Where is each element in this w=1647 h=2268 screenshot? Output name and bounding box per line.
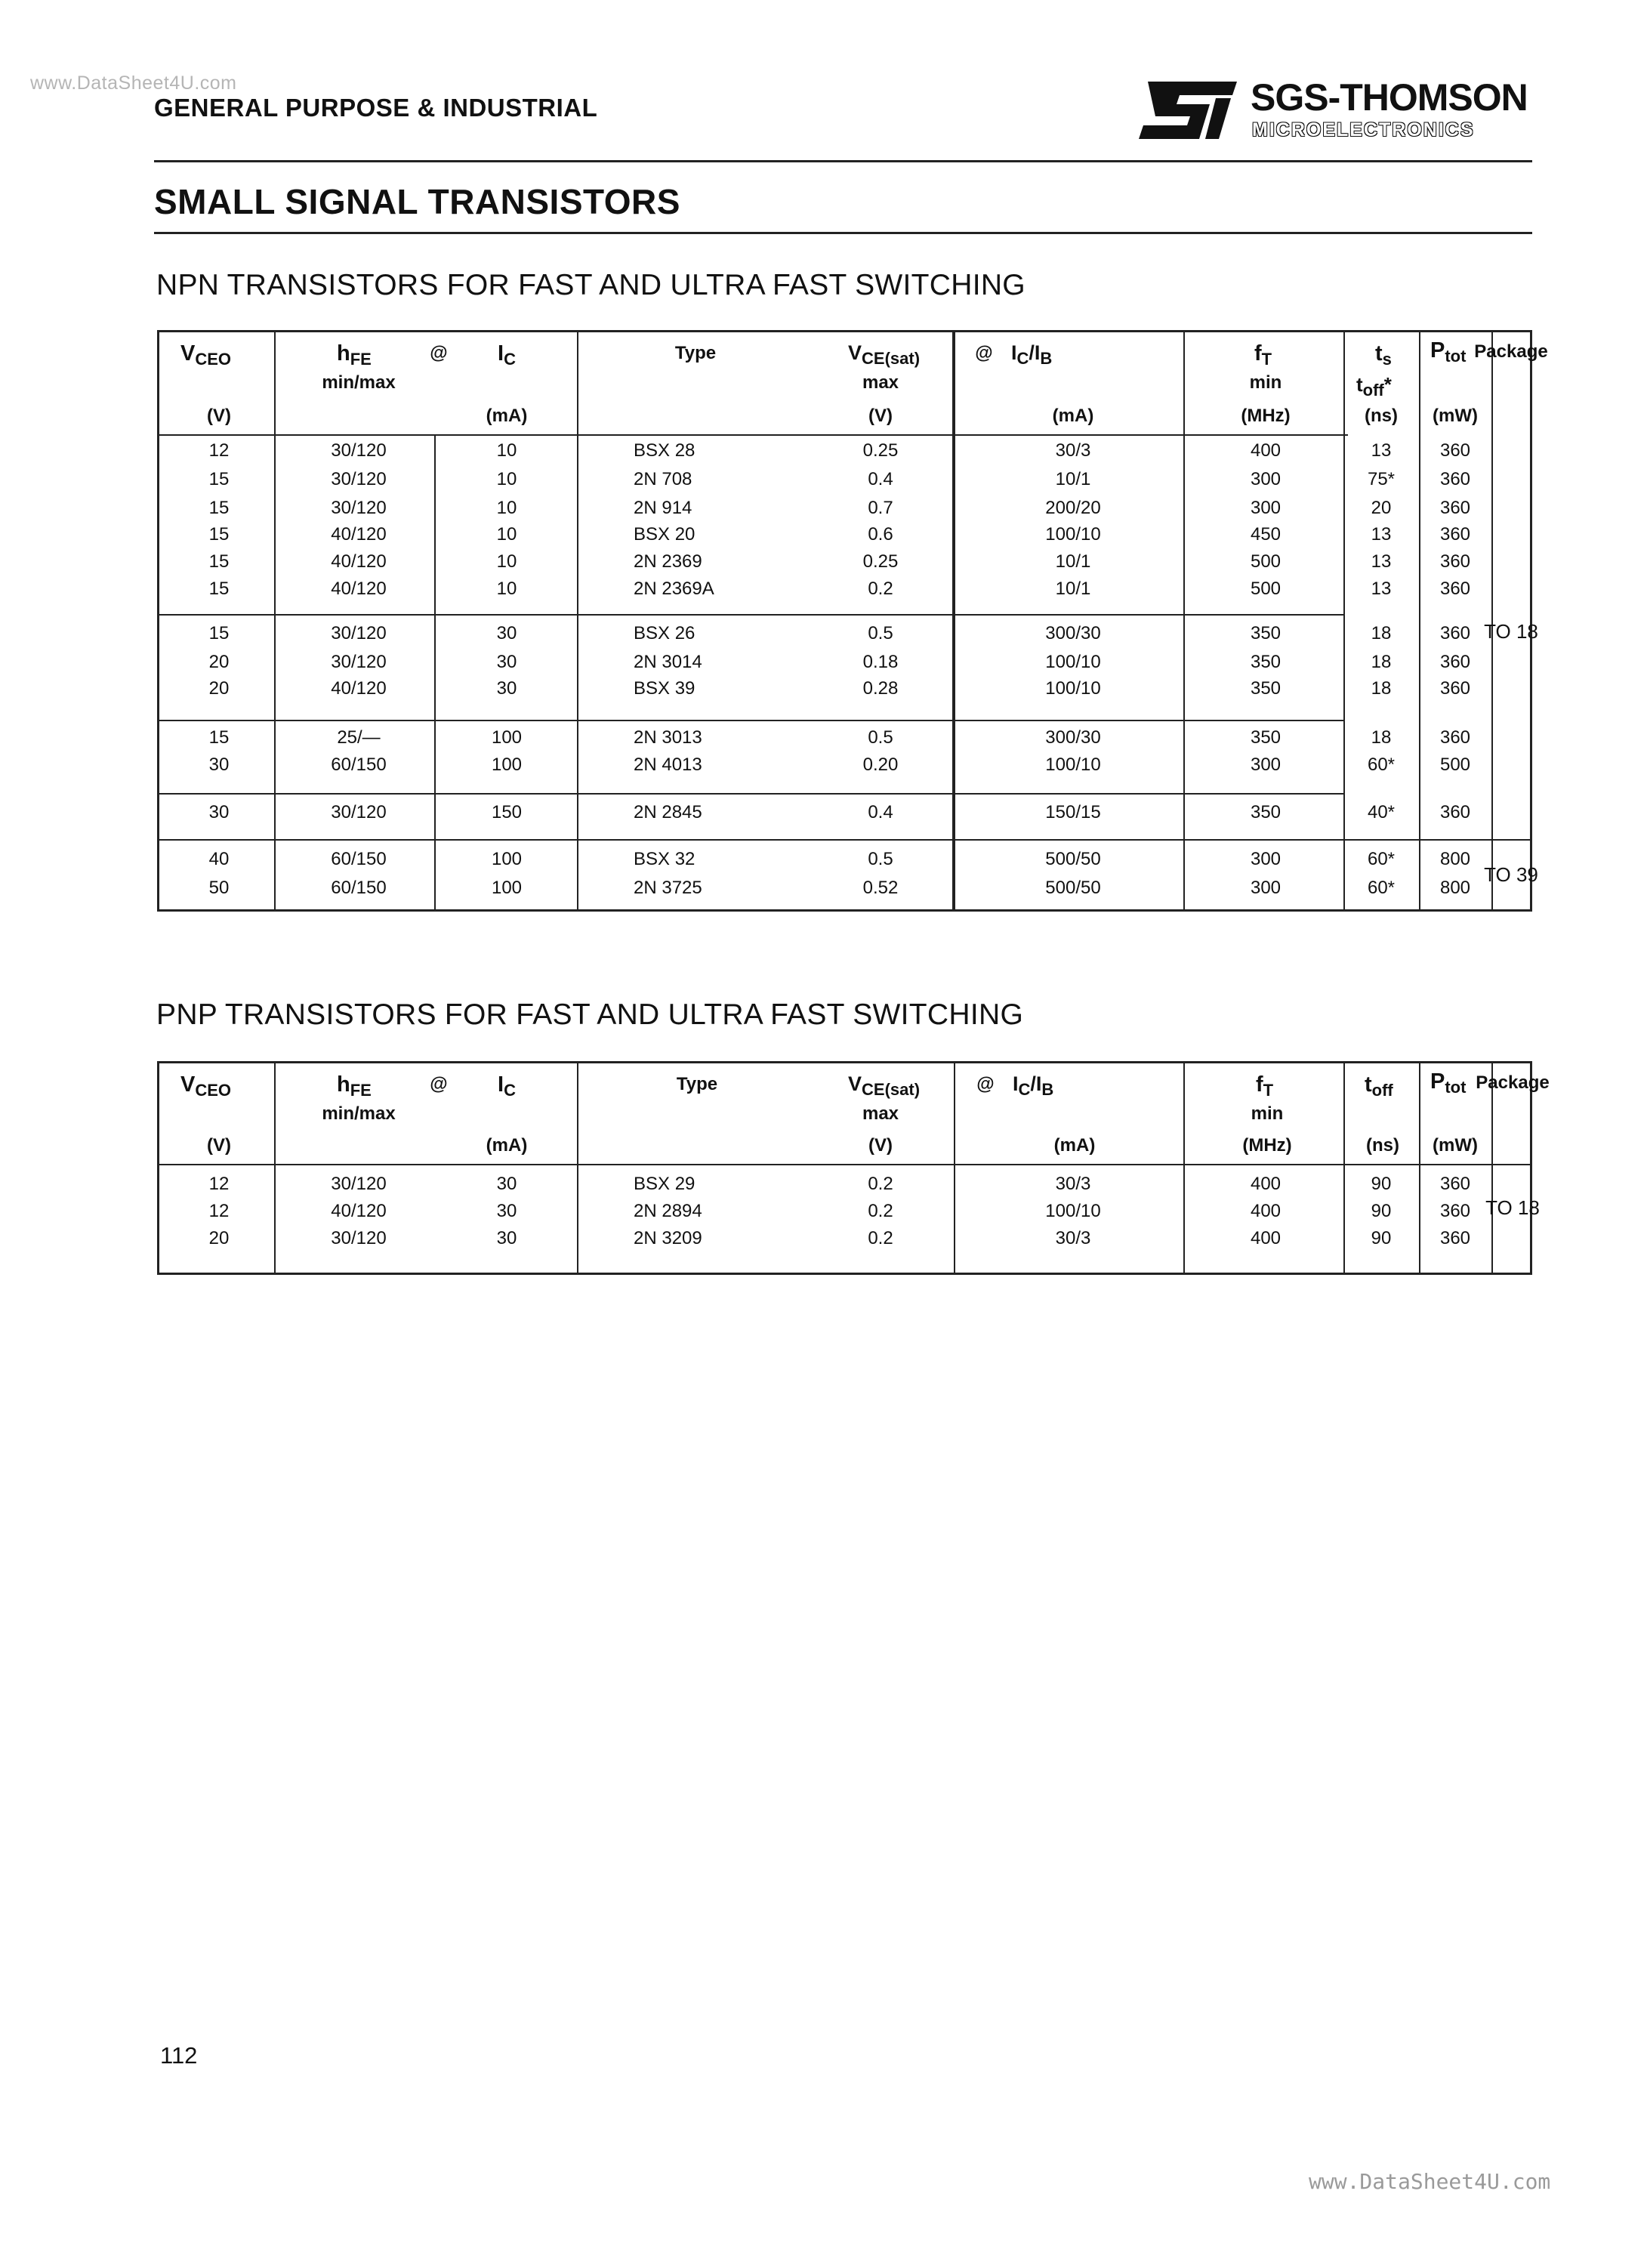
table-cell: 360 [1439,1174,1471,1194]
table-cell: 60* [1367,754,1396,775]
table-cell: 2N 2369A [634,579,714,599]
table-cell: 20 [208,678,230,699]
col-divider [577,1063,578,1273]
table-cell: 75* [1367,469,1396,489]
table-cell: 100/10 [1045,754,1101,775]
header-toff-unit: (ns) [1366,1135,1399,1156]
table-cell: 300/30 [1045,727,1101,748]
header-icib: $I_C/I_B$ [1013,1072,1054,1099]
package-to18: TO 18 [1484,620,1538,643]
table-cell: 15 [208,498,230,518]
table-cell: 350 [1250,678,1282,699]
table-cell: 10 [496,469,517,489]
table-cell: 30/120 [331,652,387,672]
header-toff: $t_{off}$ [1365,1072,1393,1100]
header-ts: $t_s$ [1375,341,1392,369]
table-cell: 360 [1439,802,1471,822]
table-cell: 300 [1250,498,1282,518]
col-divider [274,332,276,909]
table-cell: 2N 708 [634,469,692,489]
col-divider [1183,332,1185,909]
table-cell: 15 [208,579,230,599]
col-divider [274,1063,276,1273]
table-cell: BSX 39 [634,678,696,699]
table-cell: 100/10 [1045,652,1101,672]
table-cell: 2N 4013 [634,754,702,775]
table-cell: 100/10 [1045,678,1101,699]
table-cell: 13 [1371,551,1392,572]
table-cell: 50 [208,878,230,898]
table-cell: 100 [491,754,523,775]
table-cell: 30/3 [1055,1228,1091,1248]
table-cell: 30 [496,652,517,672]
table-cell: 450 [1250,524,1282,545]
table-cell: 40/120 [331,579,387,599]
table-cell: 300/30 [1045,623,1101,643]
table-cell: 0.2 [868,1201,893,1221]
page-title: SMALL SIGNAL TRANSISTORS [154,182,680,221]
brand-name: SGS-THOMSON [1251,76,1528,119]
brand-logo [1137,74,1530,147]
header-ptot: $P_{tot}$ [1430,338,1467,366]
table-cell: 0.28 [862,678,899,699]
table-cell: 0.4 [868,469,893,489]
page-number: 112 [160,2042,198,2069]
table-cell: 400 [1250,1174,1282,1194]
table-cell: 800 [1439,878,1471,898]
header-ft-min: min [1251,1103,1284,1124]
col-divider [1491,1063,1493,1273]
table-cell: 300 [1250,849,1282,869]
top-rule [154,160,1532,162]
table-cell: 0.5 [868,623,893,643]
table-cell: 20 [208,652,230,672]
table-cell: 20 [1371,498,1392,518]
header-vceo: $V_{CEO}$ [180,341,232,369]
table-cell: 30/120 [331,440,387,461]
table-cell: 150 [491,802,523,822]
table-cell: 60/150 [331,878,387,898]
header-ft: $f_T$ [1256,1072,1274,1100]
table-cell: 360 [1439,498,1471,518]
table-cell: 300 [1250,469,1282,489]
table-cell: 15 [208,727,230,748]
table-cell: 350 [1250,802,1282,822]
table-cell: 360 [1439,652,1471,672]
table-cell: 360 [1439,1201,1471,1221]
table-cell: 0.25 [862,440,899,461]
header-rule [159,434,1348,436]
header-hfe-minmax: min/max [322,1103,396,1124]
header-ptot: $P_{tot}$ [1430,1069,1467,1097]
table-cell: 10/1 [1055,469,1091,489]
table-cell: 30/3 [1055,1174,1091,1194]
group-rule [159,720,1343,721]
table-cell: 13 [1371,579,1392,599]
table-cell: 360 [1439,623,1471,643]
table-cell: 15 [208,551,230,572]
table-cell: 300 [1250,878,1282,898]
table-cell: 400 [1250,1228,1282,1248]
header-vcesat-unit: (V) [868,1135,893,1156]
header-at: @ [430,343,448,363]
table-cell: 10/1 [1055,551,1091,572]
table-cell: 30/120 [331,469,387,489]
table-cell: BSX 26 [634,623,696,643]
header-ptot-unit: (mW) [1433,406,1478,426]
table-cell: 10 [496,498,517,518]
header-type: Type [674,343,717,363]
table-cell: 350 [1250,727,1282,748]
header-ft: $f_T$ [1254,341,1272,369]
table-cell: 40/120 [331,524,387,545]
header-package: Package [1476,1072,1550,1093]
header-ic-unit: (mA) [486,406,528,426]
table-cell: 0.5 [868,849,893,869]
table-cell: 15 [208,524,230,545]
table-cell: 300 [1250,754,1282,775]
table-cell: 0.5 [868,727,893,748]
table-cell: 40/120 [331,1201,387,1221]
table-cell: 2N 914 [634,498,692,518]
table-cell: 12 [208,440,230,461]
header-ft-unit: (MHz) [1242,1135,1292,1156]
st-logo-icon [1137,79,1240,142]
table-cell: 30 [496,623,517,643]
header-hfe-minmax: min/max [322,372,396,393]
table-cell: 40* [1367,802,1396,822]
table-cell: 2N 3013 [634,727,702,748]
table-cell: 0.4 [868,802,893,822]
header-ts-unit: (ns) [1365,406,1398,426]
table-cell: 400 [1250,440,1282,461]
table-cell: 90 [1371,1201,1392,1221]
header-vcesat-unit: (V) [868,406,893,426]
table-cell: 200/20 [1045,498,1101,518]
table-cell: 12 [208,1174,230,1194]
header-at: @ [430,1074,448,1094]
header-vceo-unit: (V) [207,1135,231,1156]
pnp-heading: PNP TRANSISTORS FOR FAST AND ULTRA FAST SWITCHING [156,998,1024,1031]
table-cell: 0.2 [868,579,893,599]
table-cell: 500 [1439,754,1471,775]
table-cell: 10/1 [1055,579,1091,599]
table-cell: 30 [496,1174,517,1194]
table-cell: 0.20 [862,754,899,775]
table-cell: 30 [208,802,230,822]
table-cell: 30/120 [331,623,387,643]
table-cell: 15 [208,623,230,643]
header-rule-gap [1348,434,1532,436]
section-label: GENERAL PURPOSE & INDUSTRIAL [154,94,598,122]
table-cell: 10 [496,579,517,599]
col-divider [1343,1063,1345,1273]
table-cell: 360 [1439,524,1471,545]
table-cell: 100 [491,727,523,748]
table-cell: 0.6 [868,524,893,545]
table-cell: 0.2 [868,1174,893,1194]
table-cell: 40/120 [331,551,387,572]
header-at-2: @ [975,343,993,363]
table-cell: 0.7 [868,498,893,518]
table-cell: 30/120 [331,1174,387,1194]
table-cell: 60* [1367,878,1396,898]
table-cell: 100 [491,878,523,898]
col-divider [1343,332,1345,909]
header-ic-unit: (mA) [486,1135,528,1156]
table-cell: 40 [208,849,230,869]
brand-subtitle: MICROELECTRONICS [1252,119,1475,140]
header-hfe: $h_{FE}$ [337,1072,372,1100]
table-cell: BSX 32 [634,849,696,869]
table-cell: 30/3 [1055,440,1091,461]
table-cell: 13 [1371,524,1392,545]
table-cell: 800 [1439,849,1471,869]
header-ic: $I_C$ [498,341,516,369]
table-cell: 30/120 [331,498,387,518]
header-icib-unit: (mA) [1052,406,1094,426]
header-toff: $t_{off}*$ [1356,373,1392,400]
table-cell: 360 [1439,551,1471,572]
col-divider [1419,332,1420,909]
table-cell: 30/120 [331,802,387,822]
header-at-2: @ [976,1074,995,1094]
header-icib: $I_C/I_B$ [1011,341,1053,368]
title-rule [154,232,1532,234]
watermark-top[interactable]: www.DataSheet4U.com [30,73,237,94]
table-cell: 360 [1439,440,1471,461]
table-cell: 500 [1250,551,1282,572]
table-cell: 30 [208,754,230,775]
table-cell: 18 [1371,727,1392,748]
table-cell: 13 [1371,440,1392,461]
npn-table [157,330,1548,912]
table-cell: 12 [208,1201,230,1221]
table-cell: 360 [1439,579,1471,599]
table-cell: 360 [1439,1228,1471,1248]
table-cell: 500 [1250,579,1282,599]
table-cell: 0.25 [862,551,899,572]
table-cell: 25/— [337,727,381,748]
table-cell: 18 [1371,652,1392,672]
table-cell: 20 [208,1228,230,1248]
table-cell: 400 [1250,1201,1282,1221]
table-cell: 10 [496,551,517,572]
table-cell: 2N 3209 [634,1228,702,1248]
table-cell: 60* [1367,849,1396,869]
table-cell: 100/10 [1045,1201,1101,1221]
header-type: Type [676,1074,718,1094]
header-ptot-unit: (mW) [1433,1135,1478,1156]
table-cell: 360 [1439,727,1471,748]
pnp-table [157,1061,1550,1275]
col-divider [954,1063,955,1273]
col-divider [954,332,955,909]
table-cell: 360 [1439,469,1471,489]
table-cell: BSX 29 [634,1174,696,1194]
header-vcesat-max: max [862,372,899,393]
table-cell: 500/50 [1045,878,1101,898]
group-rule [159,793,1343,795]
table-cell: 2N 2845 [634,802,702,822]
header-vceo: $V_{CEO}$ [180,1072,232,1100]
table-cell: 10 [496,524,517,545]
table-cell: 2N 2369 [634,551,702,572]
table-cell: 10 [496,440,517,461]
table-cell: 100/10 [1045,524,1101,545]
table-cell: 15 [208,469,230,489]
table-cell: 30/120 [331,1228,387,1248]
header-ft-unit: (MHz) [1241,406,1291,426]
table-cell: 0.52 [862,878,899,898]
table-cell: 40/120 [331,678,387,699]
watermark-bottom[interactable]: www.DataSheet4U.com [1309,2169,1551,2194]
table-cell: 30 [496,1228,517,1248]
group-rule [159,614,1343,616]
table-cell: 2N 3014 [634,652,702,672]
table-cell: 350 [1250,623,1282,643]
header-vceo-unit: (V) [207,406,231,426]
header-rule [159,1164,1532,1165]
col-divider [1419,1063,1420,1273]
header-ic: $I_C$ [498,1072,516,1100]
header-ft-min: min [1249,372,1282,393]
table-cell: 350 [1250,652,1282,672]
header-vcesat: $V_{CE(sat)}$ [848,1072,921,1099]
header-vcesat-max: max [862,1103,899,1124]
header-package: Package [1474,341,1548,362]
table-cell: 30 [496,1201,517,1221]
header-hfe: $h_{FE}$ [337,341,372,369]
header-icib-unit: (mA) [1053,1135,1096,1156]
table-cell: 30 [496,678,517,699]
table-cell: 100 [491,849,523,869]
package-to18: TO 18 [1485,1196,1540,1219]
table-cell: BSX 28 [634,440,696,461]
table-cell: 150/15 [1045,802,1101,822]
table-cell: 0.18 [862,652,899,672]
table-cell: 60/150 [331,754,387,775]
table-cell: BSX 20 [634,524,696,545]
col-divider [1183,1063,1185,1273]
table-cell: 90 [1371,1174,1392,1194]
table-cell: 90 [1371,1228,1392,1248]
table-cell: 18 [1371,623,1392,643]
npn-heading: NPN TRANSISTORS FOR FAST AND ULTRA FAST SWITCHING [156,269,1026,301]
package-to39: TO 39 [1484,863,1538,886]
table-cell: 60/150 [331,849,387,869]
col-divider [434,434,436,909]
table-cell: 0.2 [868,1228,893,1248]
table-cell: 500/50 [1045,849,1101,869]
table-cell: 2N 2894 [634,1201,702,1221]
group-rule [159,839,1532,841]
table-cell: 18 [1371,678,1392,699]
table-cell: 2N 3725 [634,878,702,898]
table-cell: 360 [1439,678,1471,699]
col-divider [577,332,578,909]
header-vcesat: $V_{CE(sat)}$ [848,341,921,368]
